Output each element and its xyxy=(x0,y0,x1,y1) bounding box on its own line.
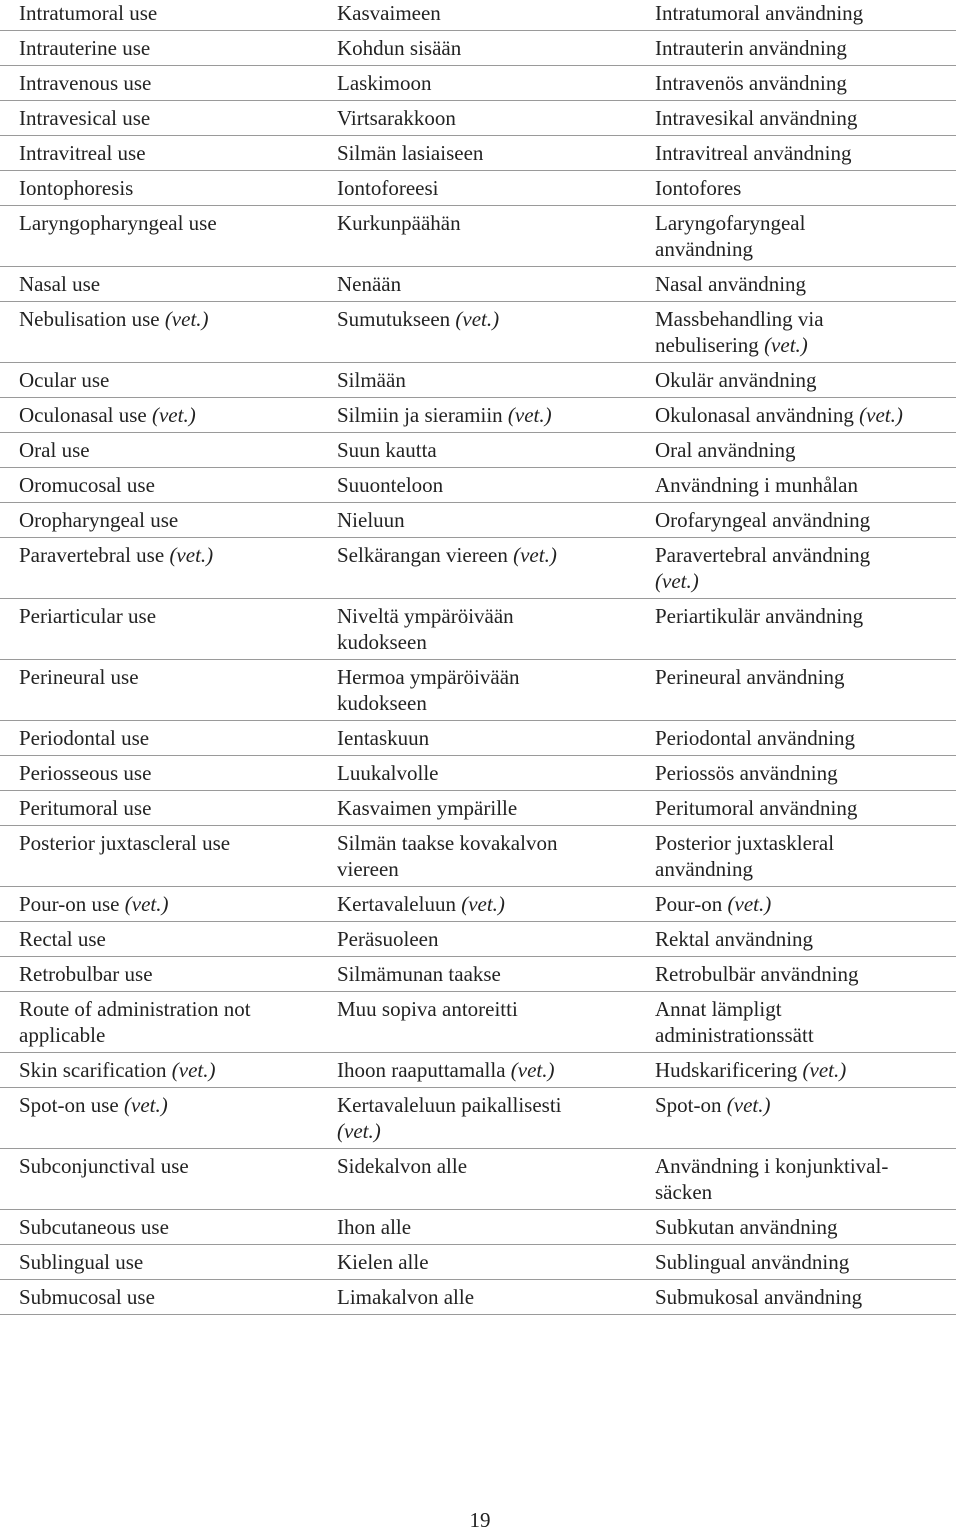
term-text-line: Kurkunpäähän xyxy=(337,211,461,235)
english-term-cell xyxy=(0,992,318,1053)
english-term-cell xyxy=(0,267,318,302)
term-text-line: Kielen alle xyxy=(337,1250,429,1274)
term-text-line: Intravesikal användning xyxy=(655,106,858,130)
english-term-cell xyxy=(0,0,318,31)
swedish-term-cell xyxy=(636,992,956,1053)
finnish-term-cell xyxy=(318,826,636,887)
term-text-line: Peräsuoleen xyxy=(337,927,439,951)
english-term-cell xyxy=(0,468,318,503)
term-text-line: (vet.) xyxy=(337,1119,381,1143)
term-text-line: Okulonasal användning (vet.) xyxy=(655,403,903,427)
term-text-line: Ientaskuun xyxy=(337,726,430,750)
term-text-line: Pour-on (vet.) xyxy=(655,892,772,916)
table-row xyxy=(0,791,956,826)
term-text-line: Iontofores xyxy=(655,176,742,200)
term-text-line: Skin scarification (vet.) xyxy=(19,1058,216,1082)
swedish-term-cell xyxy=(636,31,956,66)
term-text-line: Intratumoral use xyxy=(19,1,158,25)
finnish-term-cell xyxy=(318,101,636,136)
table-row xyxy=(0,1053,956,1088)
swedish-term-cell xyxy=(636,363,956,398)
term-text-line: Intratumoral användning xyxy=(655,1,864,25)
term-text-line: Ihon alle xyxy=(337,1215,412,1239)
english-term-cell xyxy=(0,171,318,206)
term-text-line: Användning i konjunktival- xyxy=(655,1154,889,1178)
swedish-term-cell xyxy=(636,503,956,538)
english-term-cell xyxy=(0,599,318,660)
swedish-term-cell xyxy=(636,756,956,791)
finnish-term-cell xyxy=(318,302,636,363)
term-text-line: Kohdun sisään xyxy=(337,36,462,60)
term-text-line: applicable xyxy=(19,1023,106,1047)
term-text-line: Intravenös användning xyxy=(655,71,847,95)
english-term-cell xyxy=(0,433,318,468)
finnish-term-cell xyxy=(318,1245,636,1280)
english-term-cell xyxy=(0,302,318,363)
english-term-cell xyxy=(0,398,318,433)
swedish-term-cell xyxy=(636,538,956,599)
term-text-line: Intravitreal use xyxy=(19,141,146,165)
term-text-line: Periartikulär användning xyxy=(655,604,864,628)
swedish-term-cell xyxy=(636,171,956,206)
term-text-line: (vet.) xyxy=(655,569,699,593)
table-row xyxy=(0,992,956,1053)
term-text-line: Oropharyngeal use xyxy=(19,508,179,532)
table-row xyxy=(0,31,956,66)
finnish-term-cell xyxy=(318,503,636,538)
term-text-line: Silmään xyxy=(337,368,406,392)
term-text-line: Användning i munhålan xyxy=(655,473,858,497)
term-text-line: Route of administration not xyxy=(19,997,251,1021)
english-term-cell xyxy=(0,503,318,538)
finnish-term-cell xyxy=(318,171,636,206)
term-text-line: kudokseen xyxy=(337,691,427,715)
term-text-line: Iontoforeesi xyxy=(337,176,439,200)
finnish-term-cell xyxy=(318,1210,636,1245)
swedish-term-cell xyxy=(636,1245,956,1280)
term-text-line: Retrobulbar use xyxy=(19,962,153,986)
term-text-line: Virtsarakkoon xyxy=(337,106,456,130)
term-text-line: Kertavaleluun paikallisesti xyxy=(337,1093,562,1117)
swedish-term-cell xyxy=(636,302,956,363)
term-text-line: Kertavaleluun (vet.) xyxy=(337,892,505,916)
finnish-term-cell xyxy=(318,363,636,398)
term-text-line: Spot-on use (vet.) xyxy=(19,1093,168,1117)
finnish-term-cell xyxy=(318,957,636,992)
term-text-line: Perineural use xyxy=(19,665,139,689)
english-term-cell xyxy=(0,1210,318,1245)
table-row xyxy=(0,66,956,101)
swedish-term-cell xyxy=(636,1210,956,1245)
term-text-line: Orofaryngeal användning xyxy=(655,508,871,532)
table-row xyxy=(0,599,956,660)
swedish-term-cell xyxy=(636,267,956,302)
table-row xyxy=(0,756,956,791)
table-row xyxy=(0,206,956,267)
table-row xyxy=(0,267,956,302)
english-term-cell xyxy=(0,887,318,922)
term-text-line: Intravenous use xyxy=(19,71,152,95)
term-text-line: Intrauterin användning xyxy=(655,36,847,60)
term-text-line: Oromucosal use xyxy=(19,473,155,497)
term-text-line: Retrobulbär användning xyxy=(655,962,859,986)
term-text-line: Peritumoral use xyxy=(19,796,152,820)
term-text-line: användning xyxy=(655,857,753,881)
term-text-line: Oculonasal use (vet.) xyxy=(19,403,196,427)
swedish-term-cell xyxy=(636,660,956,721)
term-text-line: Periodontal use xyxy=(19,726,150,750)
english-term-cell xyxy=(0,660,318,721)
term-text-line: Periodontal användning xyxy=(655,726,856,750)
term-text-line: Periosseous use xyxy=(19,761,152,785)
page-number: 19 xyxy=(469,1508,491,1532)
table-row xyxy=(0,1245,956,1280)
term-text-line: Silmän lasiaiseen xyxy=(337,141,484,165)
finnish-term-cell xyxy=(318,887,636,922)
term-text-line: Ocular use xyxy=(19,368,110,392)
swedish-term-cell xyxy=(636,826,956,887)
english-term-cell xyxy=(0,957,318,992)
swedish-term-cell xyxy=(636,0,956,31)
term-text-line: Hermoa ympäröivään xyxy=(337,665,520,689)
term-text-line: Rektal användning xyxy=(655,927,814,951)
table-row xyxy=(0,398,956,433)
english-term-cell xyxy=(0,206,318,267)
swedish-term-cell xyxy=(636,1088,956,1149)
finnish-term-cell xyxy=(318,1088,636,1149)
term-text-line: Iontophoresis xyxy=(19,176,134,200)
english-term-cell xyxy=(0,363,318,398)
finnish-term-cell xyxy=(318,992,636,1053)
term-text-line: Submukosal användning xyxy=(655,1285,863,1309)
table-row xyxy=(0,887,956,922)
table-row xyxy=(0,538,956,599)
english-term-cell xyxy=(0,1053,318,1088)
term-text-line: Subcutaneous use xyxy=(19,1215,169,1239)
table-row xyxy=(0,136,956,171)
term-text-line: Nasal användning xyxy=(655,272,807,296)
swedish-term-cell xyxy=(636,66,956,101)
english-term-cell xyxy=(0,826,318,887)
english-term-cell xyxy=(0,136,318,171)
finnish-term-cell xyxy=(318,538,636,599)
term-text-line: Muu sopiva antoreitti xyxy=(337,997,518,1021)
term-text-line: Oral användning xyxy=(655,438,796,462)
term-text-line: Laskimoon xyxy=(337,71,432,95)
table-row xyxy=(0,468,956,503)
finnish-term-cell xyxy=(318,136,636,171)
finnish-term-cell xyxy=(318,267,636,302)
term-text-line: Niveltä ympäröivään xyxy=(337,604,514,628)
term-text-line: Submucosal use xyxy=(19,1285,155,1309)
finnish-term-cell xyxy=(318,1280,636,1315)
swedish-term-cell xyxy=(636,957,956,992)
finnish-term-cell xyxy=(318,922,636,957)
term-text-line: Kasvaimen ympärille xyxy=(337,796,518,820)
term-text-line: Kasvaimeen xyxy=(337,1,441,25)
swedish-term-cell xyxy=(636,1280,956,1315)
term-text-line: Pour-on use (vet.) xyxy=(19,892,169,916)
table-row xyxy=(0,1210,956,1245)
term-text-line: Okulär användning xyxy=(655,368,817,392)
finnish-term-cell xyxy=(318,791,636,826)
english-term-cell xyxy=(0,922,318,957)
table-row xyxy=(0,660,956,721)
term-text-line: Suun kautta xyxy=(337,438,437,462)
term-text-line: Sumutukseen (vet.) xyxy=(337,307,500,331)
english-term-cell xyxy=(0,1280,318,1315)
swedish-term-cell xyxy=(636,398,956,433)
term-text-line: Annat lämpligt xyxy=(655,997,782,1021)
table-row xyxy=(0,302,956,363)
term-text-line: administrationssätt xyxy=(655,1023,814,1047)
term-text-line: Paravertebral use (vet.) xyxy=(19,543,214,567)
term-text-line: Silmämunan taakse xyxy=(337,962,501,986)
term-text-line: Sublingual use xyxy=(19,1250,144,1274)
term-text-line: Laryngopharyngeal use xyxy=(19,211,217,235)
swedish-term-cell xyxy=(636,1149,956,1210)
finnish-term-cell xyxy=(318,468,636,503)
term-text-line: Nasal use xyxy=(19,272,101,296)
finnish-term-cell xyxy=(318,0,636,31)
term-text-line: nebulisering (vet.) xyxy=(655,333,808,357)
swedish-term-cell xyxy=(636,721,956,756)
term-text-line: Spot-on (vet.) xyxy=(655,1093,771,1117)
finnish-term-cell xyxy=(318,721,636,756)
table-row xyxy=(0,721,956,756)
table-row xyxy=(0,503,956,538)
finnish-term-cell xyxy=(318,31,636,66)
finnish-term-cell xyxy=(318,1053,636,1088)
finnish-term-cell xyxy=(318,1149,636,1210)
term-text-line: Laryngofaryngeal xyxy=(655,211,806,235)
term-text-line: Limakalvon alle xyxy=(337,1285,475,1309)
term-text-line: Posterior juxtascleral use xyxy=(19,831,231,855)
swedish-term-cell xyxy=(636,468,956,503)
term-text-line: kudokseen xyxy=(337,630,427,654)
term-text-line: Paravertebral användning xyxy=(655,543,871,567)
swedish-term-cell xyxy=(636,101,956,136)
table-row xyxy=(0,171,956,206)
table-row xyxy=(0,922,956,957)
finnish-term-cell xyxy=(318,599,636,660)
english-term-cell xyxy=(0,101,318,136)
term-text-line: viereen xyxy=(337,857,399,881)
english-term-cell xyxy=(0,1088,318,1149)
english-term-cell xyxy=(0,66,318,101)
term-text-line: Oral use xyxy=(19,438,90,462)
table-row xyxy=(0,1149,956,1210)
term-text-line: Rectal use xyxy=(19,927,106,951)
english-term-cell xyxy=(0,538,318,599)
swedish-term-cell xyxy=(636,136,956,171)
term-text-line: Perineural användning xyxy=(655,665,845,689)
term-text-line: Luukalvolle xyxy=(337,761,439,785)
english-term-cell xyxy=(0,31,318,66)
swedish-term-cell xyxy=(636,887,956,922)
table-row xyxy=(0,363,956,398)
term-text-line: Intravitreal användning xyxy=(655,141,852,165)
finnish-term-cell xyxy=(318,433,636,468)
term-text-line: Sidekalvon alle xyxy=(337,1154,468,1178)
english-term-cell xyxy=(0,1245,318,1280)
english-term-cell xyxy=(0,1149,318,1210)
term-text-line: Periossös användning xyxy=(655,761,838,785)
table-row xyxy=(0,1280,956,1315)
term-text-line: Silmän taakse kovakalvon xyxy=(337,831,558,855)
term-text-line: Peritumoral användning xyxy=(655,796,858,820)
swedish-term-cell xyxy=(636,433,956,468)
term-text-line: Subconjunctival use xyxy=(19,1154,189,1178)
term-text-line: Massbehandling via xyxy=(655,307,824,331)
term-text-line: Periarticular use xyxy=(19,604,157,628)
term-text-line: Ihoon raaputtamalla (vet.) xyxy=(337,1058,555,1082)
table-row xyxy=(0,1088,956,1149)
finnish-term-cell xyxy=(318,206,636,267)
finnish-term-cell xyxy=(318,398,636,433)
term-text-line: Suuonteloon xyxy=(337,473,444,497)
swedish-term-cell xyxy=(636,599,956,660)
term-text-line: Sublingual användning xyxy=(655,1250,850,1274)
term-text-line: användning xyxy=(655,237,753,261)
swedish-term-cell xyxy=(636,1053,956,1088)
swedish-term-cell xyxy=(636,922,956,957)
term-text-line: Hudskarificering (vet.) xyxy=(655,1058,847,1082)
swedish-term-cell xyxy=(636,206,956,267)
table-row xyxy=(0,826,956,887)
term-text-line: säcken xyxy=(655,1180,713,1204)
table-row xyxy=(0,101,956,136)
finnish-term-cell xyxy=(318,660,636,721)
table-row xyxy=(0,433,956,468)
term-text-line: Nenään xyxy=(337,272,402,296)
table-row xyxy=(0,957,956,992)
finnish-term-cell xyxy=(318,756,636,791)
term-text-line: Intravesical use xyxy=(19,106,151,130)
term-text-line: Nebulisation use (vet.) xyxy=(19,307,209,331)
swedish-term-cell xyxy=(636,791,956,826)
table-row xyxy=(0,0,956,31)
term-text-line: Nieluun xyxy=(337,508,405,532)
term-text-line: Intrauterine use xyxy=(19,36,151,60)
english-term-cell xyxy=(0,791,318,826)
term-text-line: Subkutan användning xyxy=(655,1215,838,1239)
finnish-term-cell xyxy=(318,66,636,101)
term-text-line: Silmiin ja sieramiin (vet.) xyxy=(337,403,552,427)
term-text-line: Selkärangan viereen (vet.) xyxy=(337,543,557,567)
english-term-cell xyxy=(0,721,318,756)
term-text-line: Posterior juxtaskleral xyxy=(655,831,835,855)
english-term-cell xyxy=(0,756,318,791)
